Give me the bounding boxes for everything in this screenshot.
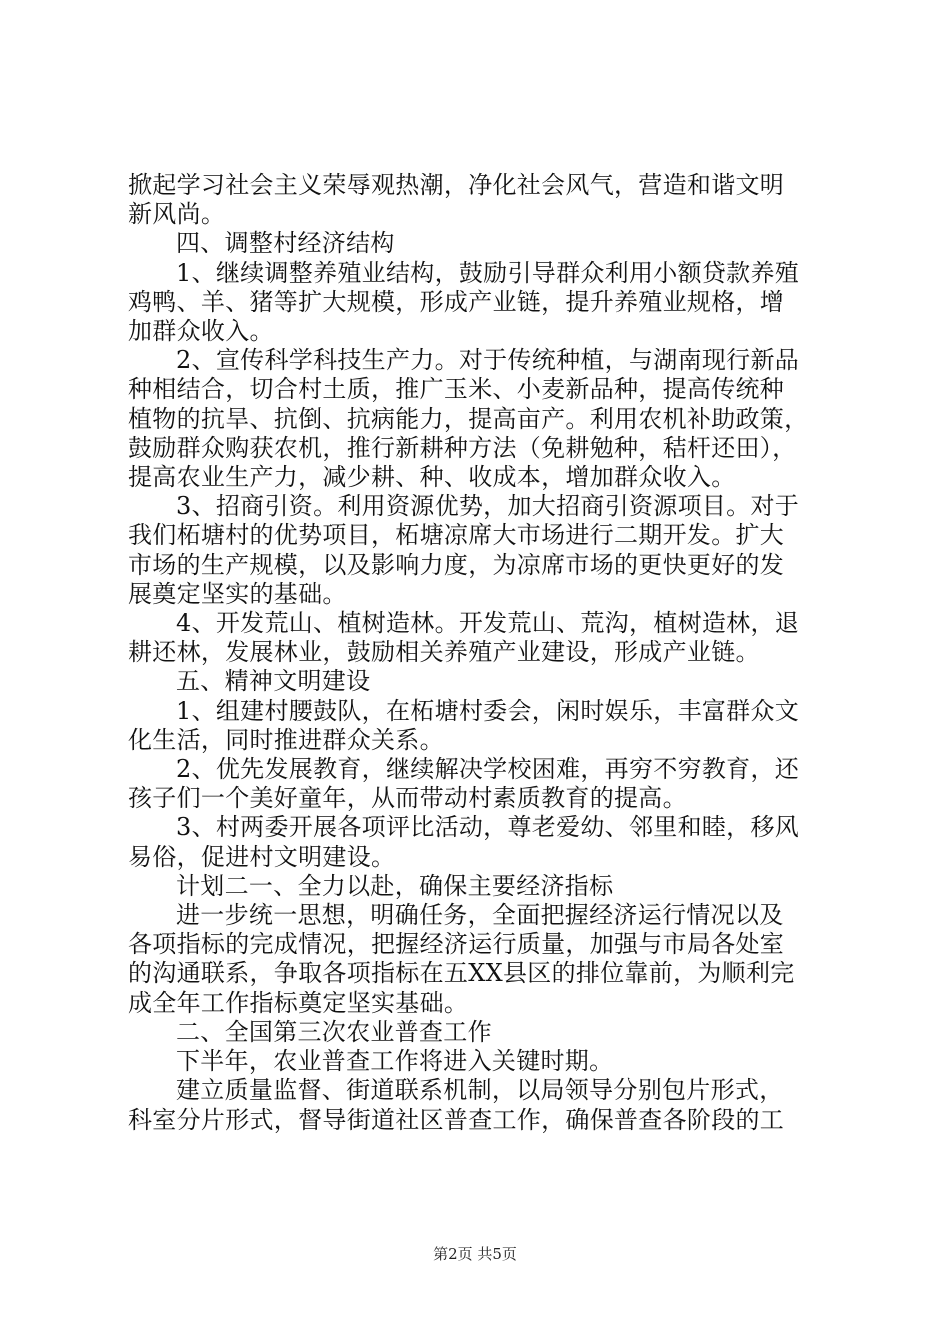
- text-line: 科室分片形式，督导街道社区普查工作，确保普查各阶段的工: [128, 1105, 785, 1134]
- text-line: 3、村两委开展各项评比活动，尊老爱幼、邻里和睦，移风: [176, 813, 800, 842]
- page-footer: 第2页 共5页: [433, 1245, 517, 1263]
- text-line: 孩子们一个美好童年，从而带动村素质教育的提高。: [128, 784, 687, 813]
- text-line: 鼓励群众购获农机，推行新耕种方法（免耕勉种，秸杆还田），: [128, 433, 797, 462]
- text-line: 耕还林，发展林业，鼓励相关养殖产业建设，形成产业链。: [128, 638, 760, 667]
- text-line: 下半年，农业普查工作将进入关键时期。: [176, 1047, 614, 1076]
- text-line: 的沟通联系，争取各项指标在五XX县区的排位靠前，为顺利完: [128, 959, 795, 988]
- text-line: 植物的抗旱、抗倒、抗病能力，提高亩产。利用农机补助政策，: [128, 404, 809, 433]
- text-line: 2、宣传科学科技生产力。对于传统种植，与湖南现行新品: [176, 346, 800, 375]
- text-line: 新风尚。: [128, 200, 226, 229]
- text-line: 种相结合，切合村土质，推广玉米、小麦新品种，提高传统种: [128, 375, 785, 404]
- text-line: 五、精神文明建设: [176, 667, 371, 696]
- text-line: 掀起学习社会主义荣辱观热潮，净化社会风气，营造和谐文明: [128, 171, 785, 199]
- text-line: 1、组建村腰鼓队，在柘塘村委会，闲时娱乐，丰富群众文: [176, 696, 800, 725]
- text-line: 加群众收入。: [128, 317, 274, 346]
- document-body: [128, 171, 833, 1135]
- text-line: 我们柘塘村的优势项目，柘塘凉席大市场进行二期开发。扩大: [128, 521, 785, 550]
- text-line: 鸡鸭、羊、猪等扩大规模，形成产业链，提升养殖业规格，增: [128, 287, 785, 316]
- text-line: 2、优先发展教育，继续解决学校困难，再穷不穷教育，还: [176, 755, 800, 784]
- text-line: 进一步统一思想，明确任务，全面把握经济运行情况以及: [176, 901, 784, 930]
- text-line: 计划二一、全力以赴，确保主要经济指标: [176, 871, 614, 900]
- text-line: 四、调整村经济结构: [176, 229, 395, 258]
- text-line: 建立质量监督、街道联系机制，以局领导分别包片形式，: [176, 1076, 784, 1105]
- text-line: 3、招商引资。利用资源优势，加大招商引资源项目。对于: [176, 492, 800, 521]
- text-line: 化生活，同时推进群众关系。: [128, 725, 444, 754]
- text-line: 市场的生产规模，以及影响力度，为凉席市场的更快更好的发: [128, 550, 785, 579]
- text-line: 展奠定坚实的基础。: [128, 579, 347, 608]
- text-line: 4、开发荒山、植树造林。开发荒山、荒沟，植树造林，退: [176, 609, 800, 638]
- text-line: 各项指标的完成情况，把握经济运行质量，加强与市局各处室: [128, 930, 785, 959]
- text-line: 提高农业生产力，减少耕、种、收成本，增加群众收入。: [128, 463, 736, 492]
- text-line: 成全年工作指标奠定坚实基础。: [128, 988, 469, 1017]
- text-line: 易俗，促进村文明建设。: [128, 842, 396, 871]
- text-line: 1、继续调整养殖业结构，鼓励引导群众利用小额贷款养殖: [176, 258, 800, 287]
- text-line: 二、全国第三次农业普查工作: [176, 1017, 492, 1046]
